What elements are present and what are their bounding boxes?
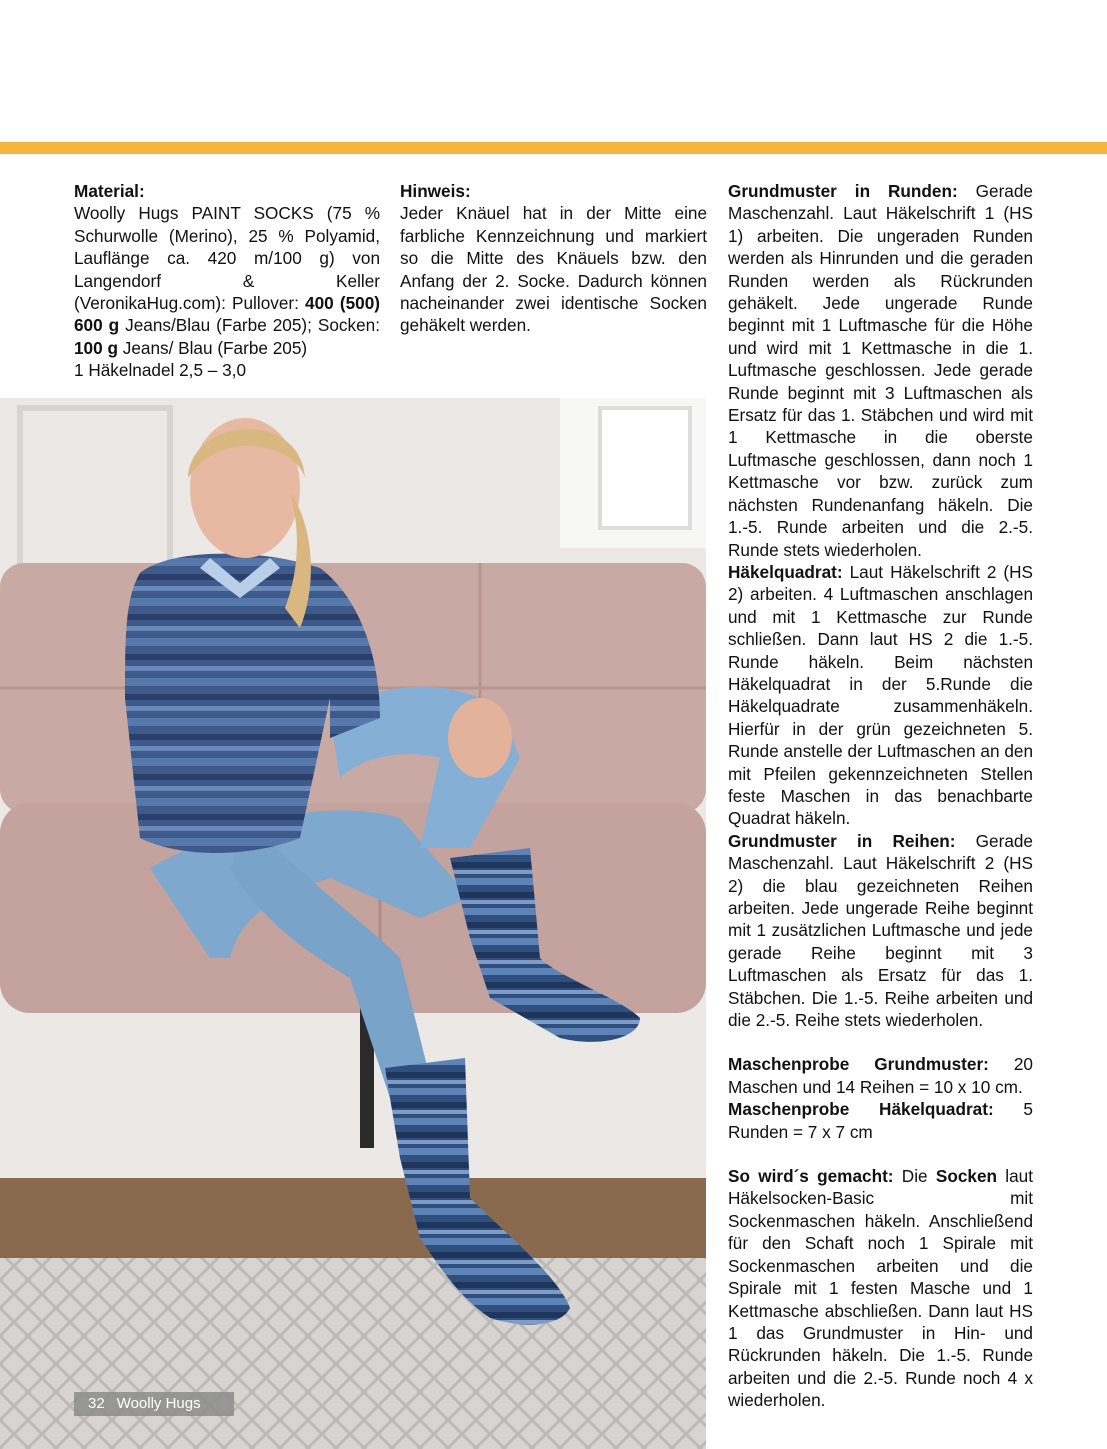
heading-grundmuster-runden: Grundmuster in Runden: bbox=[728, 181, 958, 201]
instructions-column bbox=[728, 180, 1033, 1412]
heading-so-wirds-gemacht: So wird´s gemacht: bbox=[728, 1166, 894, 1187]
hinweis-column bbox=[400, 180, 707, 337]
paragraph-maschenprobe-grundmuster bbox=[728, 1053, 1033, 1098]
hinweis-text: Jeder Knäuel hat in der Mitte eine farbliche Kennzeichnung und markiert so die Mitte des Knäuels bzw. den Anfang der 2. Socke. Dadurch können nacheinander zwei identische Socken gehäkelt werden. bbox=[400, 203, 707, 336]
material-column bbox=[74, 180, 380, 382]
heading-maschenprobe-quadrat: Maschenprobe Häkelquadrat: bbox=[728, 1099, 994, 1120]
hook-size: 1 Häkelnadel 2,5 – 3,0 bbox=[74, 360, 247, 381]
paragraph-grundmuster-runden bbox=[728, 180, 1033, 561]
material-text-3: Jeans/ Blau (Farbe 205) bbox=[117, 337, 308, 358]
paragraph-haekelquadrat bbox=[728, 561, 1033, 830]
material-text-2: Jeans/Blau (Farbe 205); Socken: bbox=[119, 315, 380, 336]
page-folio bbox=[74, 1392, 234, 1416]
text-grundmuster-reihen: Gerade Maschenzahl. Laut Häkelschrift 2 (HS 2) die blau gezeichneten Reihen arbeiten. Jede ungerade Reihe beginnt mit 1 zusätzlichen Luftmasche und jede gerade Reihe beginnt mit 3 Luftmaschen als Ersatz für das 1. Stäbchen. Die 1.-5. Reihe arbeiten und die 2.-5. Reihe stets wiederholen. bbox=[728, 830, 1033, 1031]
paragraph-maschenprobe-quadrat bbox=[728, 1098, 1033, 1143]
photo-illustration bbox=[0, 398, 706, 1449]
model-photo bbox=[0, 398, 706, 1449]
text-maschenprobe-quadrat: 5 Runden = 7 x 7 cm bbox=[728, 1099, 1033, 1142]
page-number: 32 bbox=[88, 1395, 105, 1412]
pullover-amount: 400 (500) 600 g bbox=[74, 293, 380, 336]
text-so-wirds-2: laut Häkelsocken-Basic mit Sockenmaschen häkeln. Anschließend für den Schaft noch 1 Spirale mit Sockenmaschen arbeiten und die Spirale mit 1 festen Masche und 1 Kettmasche abschließen. Dann laut HS 1 das Grundmuster in Hin- und Rückrunden häkeln. Die 1.-5. Runde arbeiten und die 2.-5. Runde noch 4 x wiederholen. bbox=[728, 1166, 1033, 1411]
material-heading: Material: bbox=[74, 181, 145, 201]
paragraph-grundmuster-reihen bbox=[728, 830, 1033, 1032]
paragraph-so-wirds-gemacht bbox=[728, 1165, 1033, 1411]
text-so-wirds-1: Die bbox=[893, 1166, 936, 1187]
header-accent-bar bbox=[0, 142, 1107, 154]
heading-maschenprobe-grundmuster: Maschenprobe Grundmuster: bbox=[728, 1054, 989, 1075]
hinweis-heading: Hinweis: bbox=[400, 181, 471, 201]
text-haekelquadrat: Laut Häkelschrift 2 (HS 2) arbeiten. 4 Luftmaschen anschlagen und mit 1 Kettmasche zur Runde schließen. Dann laut HS 2 die 1.-5. Runde häkeln. Beim nächsten Häkelquadrat in der 5.Runde die Häkelquadrate zusammenhäkeln. Hierfür in der grün gezeichneten 5. Runde anstelle der Luftmaschen an den mit Pfeilen gekennzeichneten Stellen feste Maschen in das benachbarte Quadrat häkeln. bbox=[728, 561, 1033, 829]
heading-grundmuster-reihen: Grundmuster in Reihen: bbox=[728, 830, 956, 851]
socks-bold: Socken bbox=[935, 1166, 998, 1187]
hands bbox=[448, 698, 512, 778]
text-maschenprobe-grundmuster: 20 Maschen und 14 Reihen = 10 x 10 cm. bbox=[728, 1054, 1033, 1097]
text-grundmuster-runden: Gerade Maschenzahl. Laut Häkelschrift 1 (HS 1) arbeiten. Die ungeraden Runden werden als Hinrunden und die geraden Runden werden als Rückrunden gehäkelt. Jede ungerade Runde beginnt mit 1 Luftmasche für die Höhe und wird mit 1 Kettmasche in die 1. Luftmasche geschlossen. Jede gerade Runde beginnt mit 3 Luftmaschen als Ersatz für das 1. Stäbchen und wird mit 1 Kettmasche in die oberste Luftmasche geschlossen, dann noch 1 Kettmasche vor bzw. zurück zum nächsten Rundenanfang häkeln. Die 1.-5. Runde arbeiten und die 2.-5. Runde stets wiederholen. bbox=[728, 181, 1033, 560]
material-text-1: Woolly Hugs PAINT SOCKS (75 % Schurwolle (Merino), 25 % Polyamid, Lauflänge ca. 420 m/100 g) von Langendorf & Keller (VeronikaHug.com): Pullover: bbox=[74, 203, 380, 314]
magazine-name: Woolly Hugs bbox=[116, 1395, 201, 1412]
socks-amount: 100 g bbox=[74, 337, 118, 358]
rug bbox=[0, 1258, 706, 1449]
heading-haekelquadrat: Häkelquadrat: bbox=[728, 561, 843, 582]
